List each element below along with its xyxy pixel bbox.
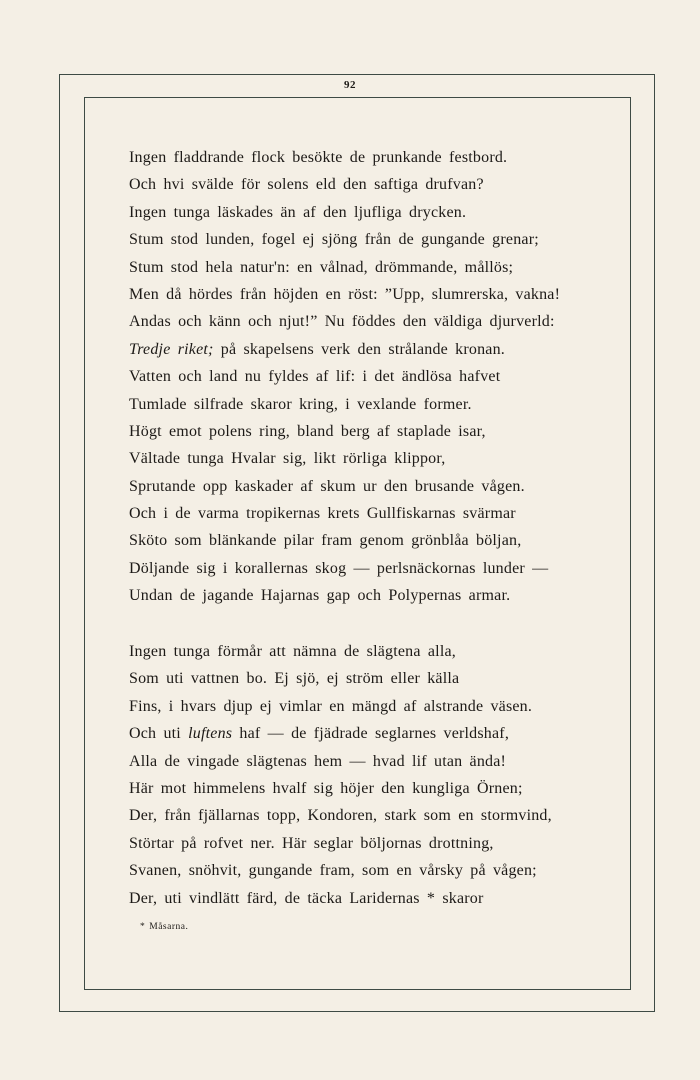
verse-line: Döljande sig i korallernas skog — perlsnäckornas lunder — (129, 559, 549, 577)
verse-line: Som uti vattnen bo. Ej sjö, ej ström eller källa (129, 670, 460, 688)
verse-line: Der, från fjällarnas topp, Kondoren, stark som en stormvind, (129, 807, 552, 825)
verse-line: Sköto som blänkande pilar fram genom grönblåa böljan, (129, 532, 522, 550)
verse-line: Och uti luftens haf — de fjädrade seglarnes verldshaf, (129, 725, 510, 743)
verse-line: Men då hördes från höjden en röst: ”Upp, slumrerska, vakna! (129, 285, 561, 303)
verse-line: Och i de varma tropikernas krets Gullfiskarnas svärmar (129, 505, 516, 523)
verse-line: Ingen tunga förmår att nämna de slägtena alla, (129, 643, 456, 660)
page-number: 92 (344, 79, 356, 91)
verse-line: Stum stod lunden, fogel ej sjöng från de gungande grenar; (129, 231, 539, 249)
stanza-1 (129, 144, 560, 610)
verse-line: Vatten och land nu fyldes af lif: i det ändlösa hafvet (129, 368, 501, 386)
footnote-marker: * (140, 922, 146, 932)
verse-line: Fins, i hvars djup ej vimlar en mängd af alstrande väsen. (129, 697, 533, 715)
verse-line: Stum stod hela natur'n: en vålnad, drömmande, mållös; (129, 258, 514, 276)
verse-line: Vältade tunga Hvalar sig, likt rörliga klippor, (129, 450, 446, 468)
verse-line: Svanen, snöhvit, gungande fram, som en vårsky på vågen; (129, 862, 537, 880)
verse-line: Alla de vingade slägtenas hem — hvad lif utan ända! (129, 752, 507, 770)
verse-line: Här mot himmelens hvalf sig höjer den kungliga Örnen; (129, 779, 523, 797)
stanza-2 (129, 638, 552, 912)
verse-line: Och hvi svälde för solens eld den saftiga drufvan? (129, 176, 484, 194)
verse-line: Ingen tunga läskades än af den ljufliga drycken. (129, 203, 467, 221)
verse-line: Ingen fladdrande flock besökte de prunkande festbord. (129, 149, 508, 166)
verse-line: Högt emot polens ring, bland berg af staplade isar, (129, 422, 486, 440)
verse-line: Der, uti vindlätt färd, de täcka Laridernas * skaror (129, 889, 484, 907)
verse-line: Sprutande opp kaskader af skum ur den brusande vågen. (129, 477, 525, 495)
verse-line: Undan de jagande Hajarnas gap och Polypernas armar. (129, 587, 511, 605)
verse-line: Andas och känn och njut!” Nu föddes den väldiga djurverld: (129, 313, 555, 331)
footnote (140, 922, 188, 932)
verse-line: Tumlade silfrade skaror kring, i vexlande former. (129, 395, 472, 413)
footnote-text: Måsarna. (149, 922, 189, 932)
verse-line: Störtar på rofvet ner. Här seglar böljornas drottning, (129, 834, 494, 852)
verse-line: Tredje riket; på skapelsens verk den strålande kronan. (129, 340, 505, 358)
